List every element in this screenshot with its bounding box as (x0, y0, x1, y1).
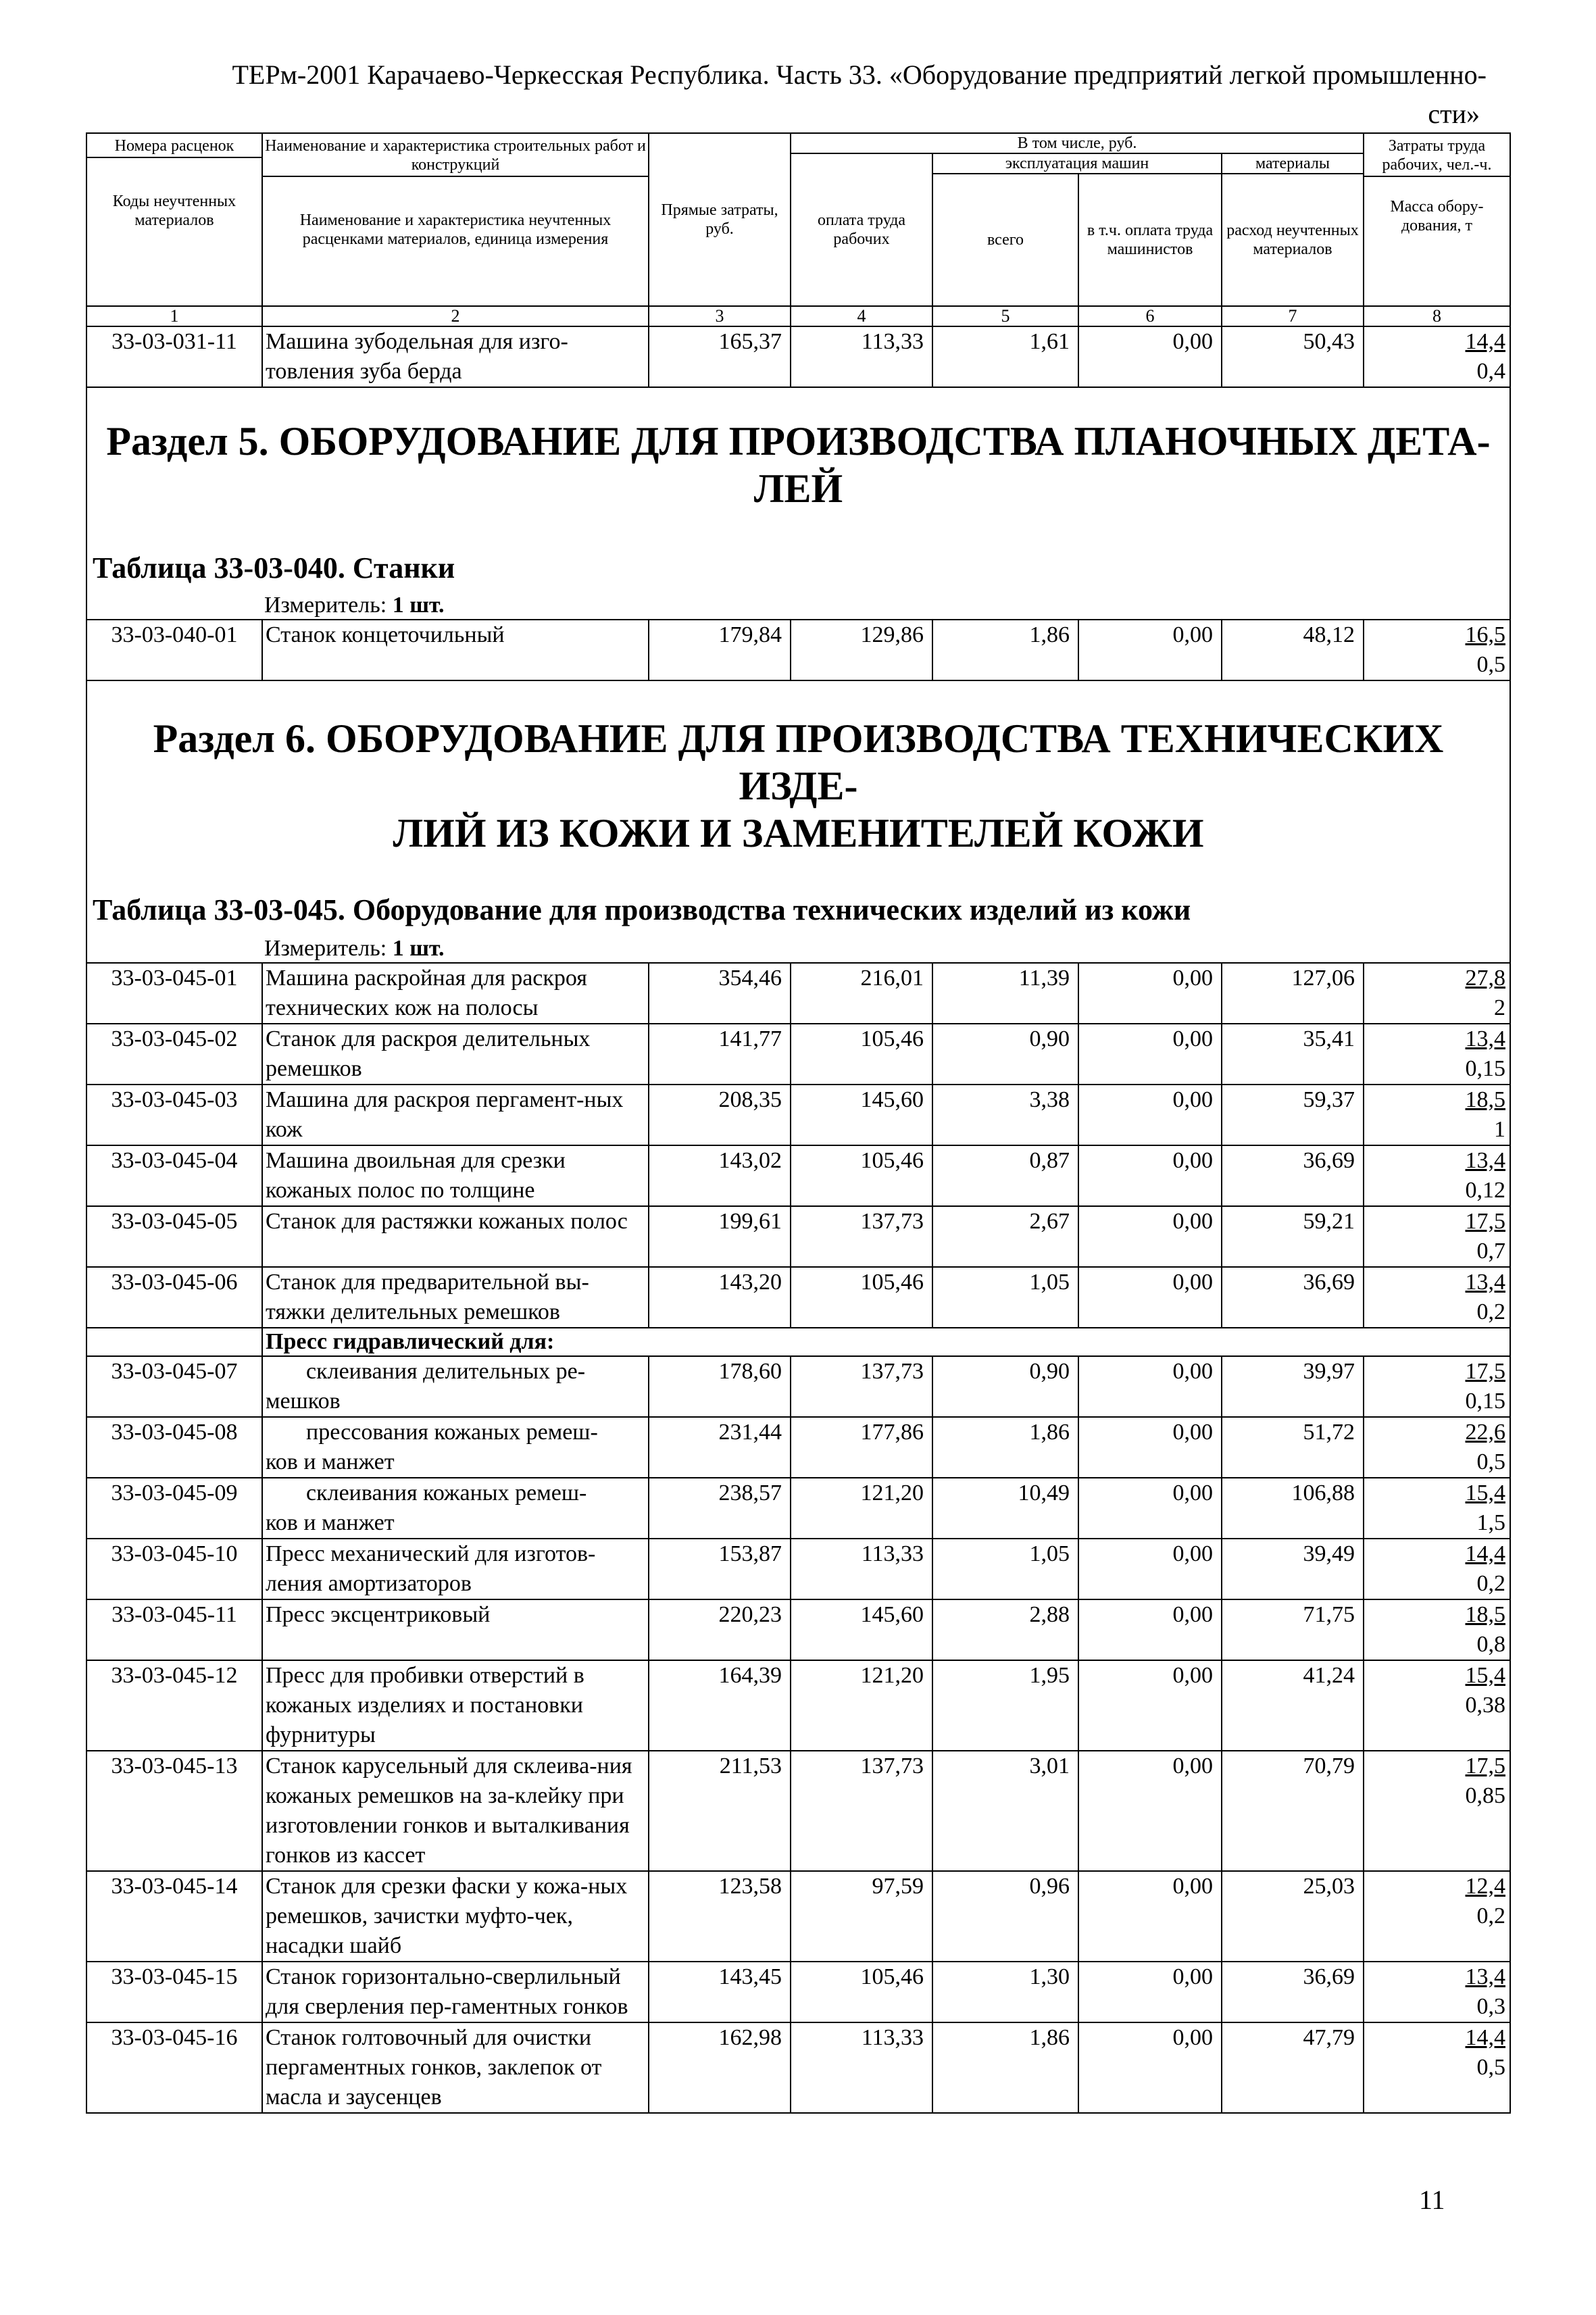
col1-bottom: Коды неучтенных материалов (112, 193, 236, 229)
equipment-mass: 2 (1494, 995, 1505, 1020)
labor-hours: 18,5 (1465, 1087, 1505, 1112)
direct-costs: 354,46 (649, 963, 791, 1024)
materials: 70,79 (1222, 1751, 1364, 1871)
col-number: 5 (932, 306, 1078, 326)
direct-costs: 178,60 (649, 1356, 791, 1417)
direct-costs: 153,87 (649, 1539, 791, 1599)
rate-code: 33-03-045-15 (86, 1962, 262, 2022)
rate-code: 33-03-045-10 (86, 1539, 262, 1599)
table-row (86, 1267, 1510, 1328)
direct-costs: 143,02 (649, 1145, 791, 1206)
rate-code: 33-03-045-16 (86, 2022, 262, 2113)
labor-and-mass (1364, 1751, 1510, 1871)
materials: 41,24 (1222, 1660, 1364, 1751)
direct-costs: 164,39 (649, 1660, 791, 1751)
labor-pay: 129,86 (791, 620, 932, 680)
equipment-mass: 0,15 (1465, 1389, 1505, 1414)
direct-costs: 238,57 (649, 1478, 791, 1539)
direct-costs: 220,23 (649, 1599, 791, 1660)
equipment-mass: 0,7 (1476, 1239, 1505, 1264)
press-group (86, 1328, 1510, 1356)
rate-name: Машина двоильная для срезки кожаных полос по толщине (262, 1145, 649, 1206)
machinist-pay: 0,00 (1078, 1599, 1222, 1660)
rate-name: Машина зубодельная для изго-товления зуба берда (262, 326, 649, 387)
table-row (86, 1206, 1510, 1267)
unit-label: Измеритель: (264, 593, 387, 618)
materials: 59,37 (1222, 1085, 1364, 1145)
materials: 25,03 (1222, 1871, 1364, 1962)
rate-code: 33-03-045-04 (86, 1145, 262, 1206)
machines-header: эксплуатация машин (932, 153, 1222, 174)
materials: 59,21 (1222, 1206, 1364, 1267)
machines-total: 3,01 (932, 1751, 1078, 1871)
machinist-pay: 0,00 (1078, 620, 1222, 680)
rate-code: 33-03-040-01 (86, 620, 262, 680)
labor-and-mass (1364, 1599, 1510, 1660)
labor-hours: 13,4 (1465, 1026, 1505, 1051)
rate-name: Станок для срезки фаски у кожа-ных ремешков, зачистки муфто-чек, насадки шайб (262, 1871, 649, 1962)
section-5-title-line-1: Раздел 5. ОБОРУДОВАНИЕ ДЛЯ ПРОИЗВОДСТВА ПЛАНОЧНЫХ ДЕТА- (106, 419, 1491, 464)
header-line-2: сти» (1428, 99, 1480, 129)
unit-value: 1 шт. (392, 593, 445, 618)
rate-code: 33-03-045-07 (86, 1356, 262, 1417)
table-045-title: Таблица 33-03-045. Оборудование для производства технических изделий из кожи (93, 893, 1191, 926)
machinist-pay: 0,00 (1078, 1478, 1222, 1539)
equipment-mass: 0,5 (1476, 2055, 1505, 2080)
col-number: 8 (1364, 306, 1510, 326)
labor-hours: 14,4 (1465, 329, 1505, 354)
rate-name-line-1: склеивания делительных ре- (306, 1359, 586, 1384)
equipment-mass: 1,5 (1476, 1510, 1505, 1535)
col-number: 4 (791, 306, 932, 326)
machines-total: 0,96 (932, 1871, 1078, 1962)
rate-name-line-2: ков и манжет (266, 1449, 395, 1474)
col-number: 7 (1222, 306, 1364, 326)
labor-pay: 97,59 (791, 1871, 932, 1962)
rate-name: Станок для растяжки кожаных полос (262, 1206, 649, 1267)
materials: 36,69 (1222, 1145, 1364, 1206)
labor-pay: 113,33 (791, 2022, 932, 2113)
machinist-pay: 0,00 (1078, 1024, 1222, 1085)
labor-hours: 13,4 (1465, 1148, 1505, 1173)
materials: 71,75 (1222, 1599, 1364, 1660)
machines-total: 1,86 (932, 2022, 1078, 2113)
equipment-mass: 0,5 (1476, 652, 1505, 677)
machinist-pay: 0,00 (1078, 1267, 1222, 1328)
rate-code: 33-03-045-14 (86, 1871, 262, 1962)
labor-pay: 105,46 (791, 1962, 932, 2022)
equipment-mass: 0,2 (1476, 1903, 1505, 1928)
labor-hours: 22,6 (1465, 1420, 1505, 1445)
section-6-rows-b (86, 1539, 1510, 2113)
col-number: 3 (649, 306, 791, 326)
rate-name: Станок концеточильный (262, 620, 649, 680)
unit-value: 1 шт. (392, 936, 445, 961)
first-rows (86, 326, 1510, 387)
labor-hours: 17,5 (1465, 1209, 1505, 1234)
materials: 127,06 (1222, 963, 1364, 1024)
labor-pay: 105,46 (791, 1145, 932, 1206)
equipment-mass: 0,15 (1465, 1056, 1505, 1081)
table-row (86, 1417, 1510, 1478)
rate-code: 33-03-045-13 (86, 1751, 262, 1871)
rate-code: 33-03-045-01 (86, 963, 262, 1024)
unit-label: Измеритель: (264, 936, 387, 961)
rate-name: Станок карусельный для склеива-ния кожаных ремешков на за-клейку при изготовлении гонков и выталкивания гонков из кассет (262, 1751, 649, 1871)
equipment-mass: 0,3 (1476, 1994, 1505, 2019)
machinist-pay: 0,00 (1078, 1871, 1222, 1962)
rate-name: Пресс механический для изготов-ления амортизаторов (262, 1539, 649, 1599)
machines-total: 11,39 (932, 963, 1078, 1024)
table-row (86, 1751, 1510, 1871)
machines-total: 0,87 (932, 1145, 1078, 1206)
equipment-mass: 0,2 (1476, 1299, 1505, 1324)
section-6-title-line-2: ЛИЙ ИЗ КОЖИ И ЗАМЕНИТЕЛЕЙ КОЖИ (393, 811, 1204, 855)
labor-pay: 177,86 (791, 1417, 932, 1478)
labor-hours: 27,8 (1465, 966, 1505, 991)
rate-name: Машина раскройная для раскроя технических кож на полосы (262, 963, 649, 1024)
machines-total: 3,38 (932, 1085, 1078, 1145)
labor-and-mass (1364, 1356, 1510, 1417)
section-5-rows (86, 620, 1510, 680)
materials: 39,97 (1222, 1356, 1364, 1417)
machines-total: 1,05 (932, 1539, 1078, 1599)
materials: 36,69 (1222, 1267, 1364, 1328)
last-bottom: Масса обору-дования, т (1390, 198, 1484, 234)
rate-name-line-1: склеивания кожаных ремеш- (306, 1480, 587, 1505)
table-040-title: Таблица 33-03-040. Станки (93, 551, 455, 584)
labor-and-mass (1364, 1085, 1510, 1145)
rate-code: 33-03-031-11 (86, 326, 262, 387)
rate-name-line-2: мешков (266, 1389, 341, 1414)
machinist-pay: 0,00 (1078, 1751, 1222, 1871)
machines-total: 2,88 (932, 1599, 1078, 1660)
machinist-pay: 0,00 (1078, 1962, 1222, 2022)
rate-name: Пресс для пробивки отверстий в кожаных изделиях и постановки фурнитуры (262, 1660, 649, 1751)
labor-and-mass (1364, 1417, 1510, 1478)
machinist-pay: 0,00 (1078, 326, 1222, 387)
machines-total: 1,86 (932, 1417, 1078, 1478)
rate-name (262, 1356, 649, 1417)
labor-and-mass (1364, 620, 1510, 680)
section-6-rows-a (86, 963, 1510, 1328)
last-top: Затраты труда рабочих, чел.-ч. (1364, 136, 1510, 177)
col-number: 2 (262, 306, 649, 326)
labor-pay: 121,20 (791, 1478, 932, 1539)
direct-costs: 123,58 (649, 1871, 791, 1962)
rate-code: 33-03-045-05 (86, 1206, 262, 1267)
labor-hours: 14,4 (1465, 2025, 1505, 2050)
machines-total: 2,67 (932, 1206, 1078, 1267)
rate-code: 33-03-045-02 (86, 1024, 262, 1085)
machinist-pay: 0,00 (1078, 1206, 1222, 1267)
labor-and-mass (1364, 326, 1510, 387)
rate-code: 33-03-045-06 (86, 1267, 262, 1328)
machines-incl-header: в т.ч. оплата труда машинистов (1078, 174, 1222, 306)
labor-and-mass (1364, 1145, 1510, 1206)
rate-name: Станок голтовочный для очистки пергаментных гонков, заклепок от масла и заусенцев (262, 2022, 649, 2113)
labor-hours: 13,4 (1465, 1270, 1505, 1295)
table-row (86, 2022, 1510, 2113)
labor-pay-header: оплата труда рабочих (791, 153, 932, 306)
rate-name: Станок горизонтально-сверлильный для сверления пер-гаментных гонков (262, 1962, 649, 2022)
machinist-pay: 0,00 (1078, 1145, 1222, 1206)
section-5-heading (86, 387, 1510, 620)
table-row (86, 1356, 1510, 1417)
equipment-mass: 0,12 (1465, 1178, 1505, 1203)
rate-name-line-2: ков и манжет (266, 1510, 395, 1535)
machines-total: 1,30 (932, 1962, 1078, 2022)
labor-hours: 14,4 (1465, 1541, 1505, 1566)
page-header (88, 55, 1487, 134)
machines-total-header: всего (932, 174, 1078, 306)
machines-total: 1,86 (932, 620, 1078, 680)
machinist-pay: 0,00 (1078, 1539, 1222, 1599)
labor-hours: 17,5 (1465, 1753, 1505, 1778)
materials: 50,43 (1222, 326, 1364, 387)
col-number: 1 (86, 306, 262, 326)
labor-and-mass (1364, 1871, 1510, 1962)
unit-045 (87, 935, 1510, 962)
machinist-pay: 0,00 (1078, 1356, 1222, 1417)
header-line-1: ТЕРм-2001 Карачаево-Черкесская Республика. Часть 33. «Оборудование предприятий легкой промышленно- (232, 59, 1487, 90)
labor-and-mass (1364, 1539, 1510, 1599)
direct-costs: 143,45 (649, 1962, 791, 2022)
rate-name: Машина для раскроя пергамент-ных кож (262, 1085, 649, 1145)
rate-name-line-1: прессования кожаных ремеш- (306, 1420, 598, 1445)
labor-and-mass (1364, 1206, 1510, 1267)
col2-bottom: Наименование и характеристика неучтенных расценками материалов, единица измерения (299, 211, 612, 248)
table-row (86, 1871, 1510, 1962)
labor-pay: 113,33 (791, 326, 932, 387)
materials: 35,41 (1222, 1024, 1364, 1085)
labor-pay: 145,60 (791, 1599, 932, 1660)
labor-and-mass (1364, 1660, 1510, 1751)
equipment-mass: 0,38 (1465, 1693, 1505, 1718)
labor-hours: 15,4 (1465, 1480, 1505, 1505)
table-row (86, 1660, 1510, 1751)
rates-document (86, 132, 1510, 2114)
labor-pay: 137,73 (791, 1751, 932, 1871)
labor-pay: 105,46 (791, 1024, 932, 1085)
labor-pay: 216,01 (791, 963, 932, 1024)
equipment-mass: 0,85 (1465, 1783, 1505, 1808)
table-row (86, 1599, 1510, 1660)
labor-and-mass (1364, 2022, 1510, 2113)
materials: 106,88 (1222, 1478, 1364, 1539)
rate-name (262, 1478, 649, 1539)
machines-total: 1,61 (932, 326, 1078, 387)
page-number: 11 (1419, 2185, 1445, 2215)
direct-costs: 162,98 (649, 2022, 791, 2113)
materials: 48,12 (1222, 620, 1364, 680)
rate-name: Пресс эксцентриковый (262, 1599, 649, 1660)
table-row (86, 963, 1510, 1024)
rate-name (262, 1417, 649, 1478)
materials: 47,79 (1222, 2022, 1364, 2113)
col-number: 6 (1078, 306, 1222, 326)
labor-pay: 145,60 (791, 1085, 932, 1145)
rate-code: 33-03-045-11 (86, 1599, 262, 1660)
materials-header: материалы (1222, 153, 1364, 174)
section-6-title-line-1: Раздел 6. ОБОРУДОВАНИЕ ДЛЯ ПРОИЗВОДСТВА ТЕХНИЧЕСКИХ ИЗДЕ- (153, 716, 1444, 808)
labor-hours: 17,5 (1465, 1359, 1505, 1384)
direct-costs: 211,53 (649, 1751, 791, 1871)
col3-header: Прямые затраты, руб. (649, 133, 791, 306)
rate-code: 33-03-045-08 (86, 1417, 262, 1478)
materials-use-header: расход неучтенных материалов (1222, 174, 1364, 306)
rate-code: 33-03-045-09 (86, 1478, 262, 1539)
labor-hours: 12,4 (1465, 1874, 1505, 1899)
table-row (86, 1962, 1510, 2022)
labor-pay: 105,46 (791, 1267, 932, 1328)
machines-total: 1,05 (932, 1267, 1078, 1328)
machinist-pay: 0,00 (1078, 1085, 1222, 1145)
labor-and-mass (1364, 1267, 1510, 1328)
direct-costs: 141,77 (649, 1024, 791, 1085)
labor-pay: 121,20 (791, 1660, 932, 1751)
labor-hours: 16,5 (1465, 622, 1505, 647)
rates-table (86, 132, 1511, 2114)
section-6-heading (86, 680, 1510, 963)
labor-hours: 15,4 (1465, 1663, 1505, 1688)
direct-costs: 208,35 (649, 1085, 791, 1145)
machinist-pay: 0,00 (1078, 1660, 1222, 1751)
labor-pay: 137,73 (791, 1206, 932, 1267)
materials: 39,49 (1222, 1539, 1364, 1599)
section-5-title-line-2: ЛЕЙ (753, 466, 843, 511)
direct-costs: 165,37 (649, 326, 791, 387)
incl-header: В том числе, руб. (791, 133, 1364, 153)
materials: 36,69 (1222, 1962, 1364, 2022)
machinist-pay: 0,00 (1078, 963, 1222, 1024)
direct-costs: 143,20 (649, 1267, 791, 1328)
machinist-pay: 0,00 (1078, 1417, 1222, 1478)
table-row (86, 1145, 1510, 1206)
machines-total: 10,49 (932, 1478, 1078, 1539)
machines-total: 1,95 (932, 1660, 1078, 1751)
labor-and-mass (1364, 1478, 1510, 1539)
labor-hours: 13,4 (1465, 1964, 1505, 1989)
labor-pay: 113,33 (791, 1539, 932, 1599)
table-row (86, 1085, 1510, 1145)
equipment-mass: 0,2 (1476, 1571, 1505, 1596)
equipment-mass: 0,8 (1476, 1632, 1505, 1657)
labor-and-mass (1364, 1962, 1510, 2022)
rate-code: 33-03-045-12 (86, 1660, 262, 1751)
rate-name: Станок для предварительной вы-тяжки делительных ремешков (262, 1267, 649, 1328)
labor-and-mass (1364, 963, 1510, 1024)
table-row (86, 1478, 1510, 1539)
equipment-mass: 1 (1494, 1117, 1505, 1142)
unit-040 (87, 592, 1510, 619)
rate-name: Станок для раскроя делительных ремешков (262, 1024, 649, 1085)
table-row (86, 620, 1510, 680)
labor-pay: 137,73 (791, 1356, 932, 1417)
table-row (86, 1539, 1510, 1599)
press-group-label: Пресс гидравлический для: (262, 1328, 1510, 1356)
machines-total: 0,90 (932, 1356, 1078, 1417)
table-row (86, 1024, 1510, 1085)
machines-total: 0,90 (932, 1024, 1078, 1085)
col2-top: Наименование и характеристика строительных работ и конструкций (263, 136, 648, 177)
equipment-mass: 0,5 (1476, 1449, 1505, 1474)
labor-hours: 18,5 (1465, 1602, 1505, 1627)
direct-costs: 179,84 (649, 620, 791, 680)
section-6-press-rows (86, 1356, 1510, 1539)
machinist-pay: 0,00 (1078, 2022, 1222, 2113)
materials: 51,72 (1222, 1417, 1364, 1478)
col1-top: Номера расценок (87, 136, 261, 158)
rate-code: 33-03-045-03 (86, 1085, 262, 1145)
table-row (86, 326, 1510, 387)
direct-costs: 231,44 (649, 1417, 791, 1478)
labor-and-mass (1364, 1024, 1510, 1085)
column-numbers (86, 306, 1510, 326)
direct-costs: 199,61 (649, 1206, 791, 1267)
equipment-mass: 0,4 (1476, 359, 1505, 384)
table-header (86, 133, 1510, 306)
